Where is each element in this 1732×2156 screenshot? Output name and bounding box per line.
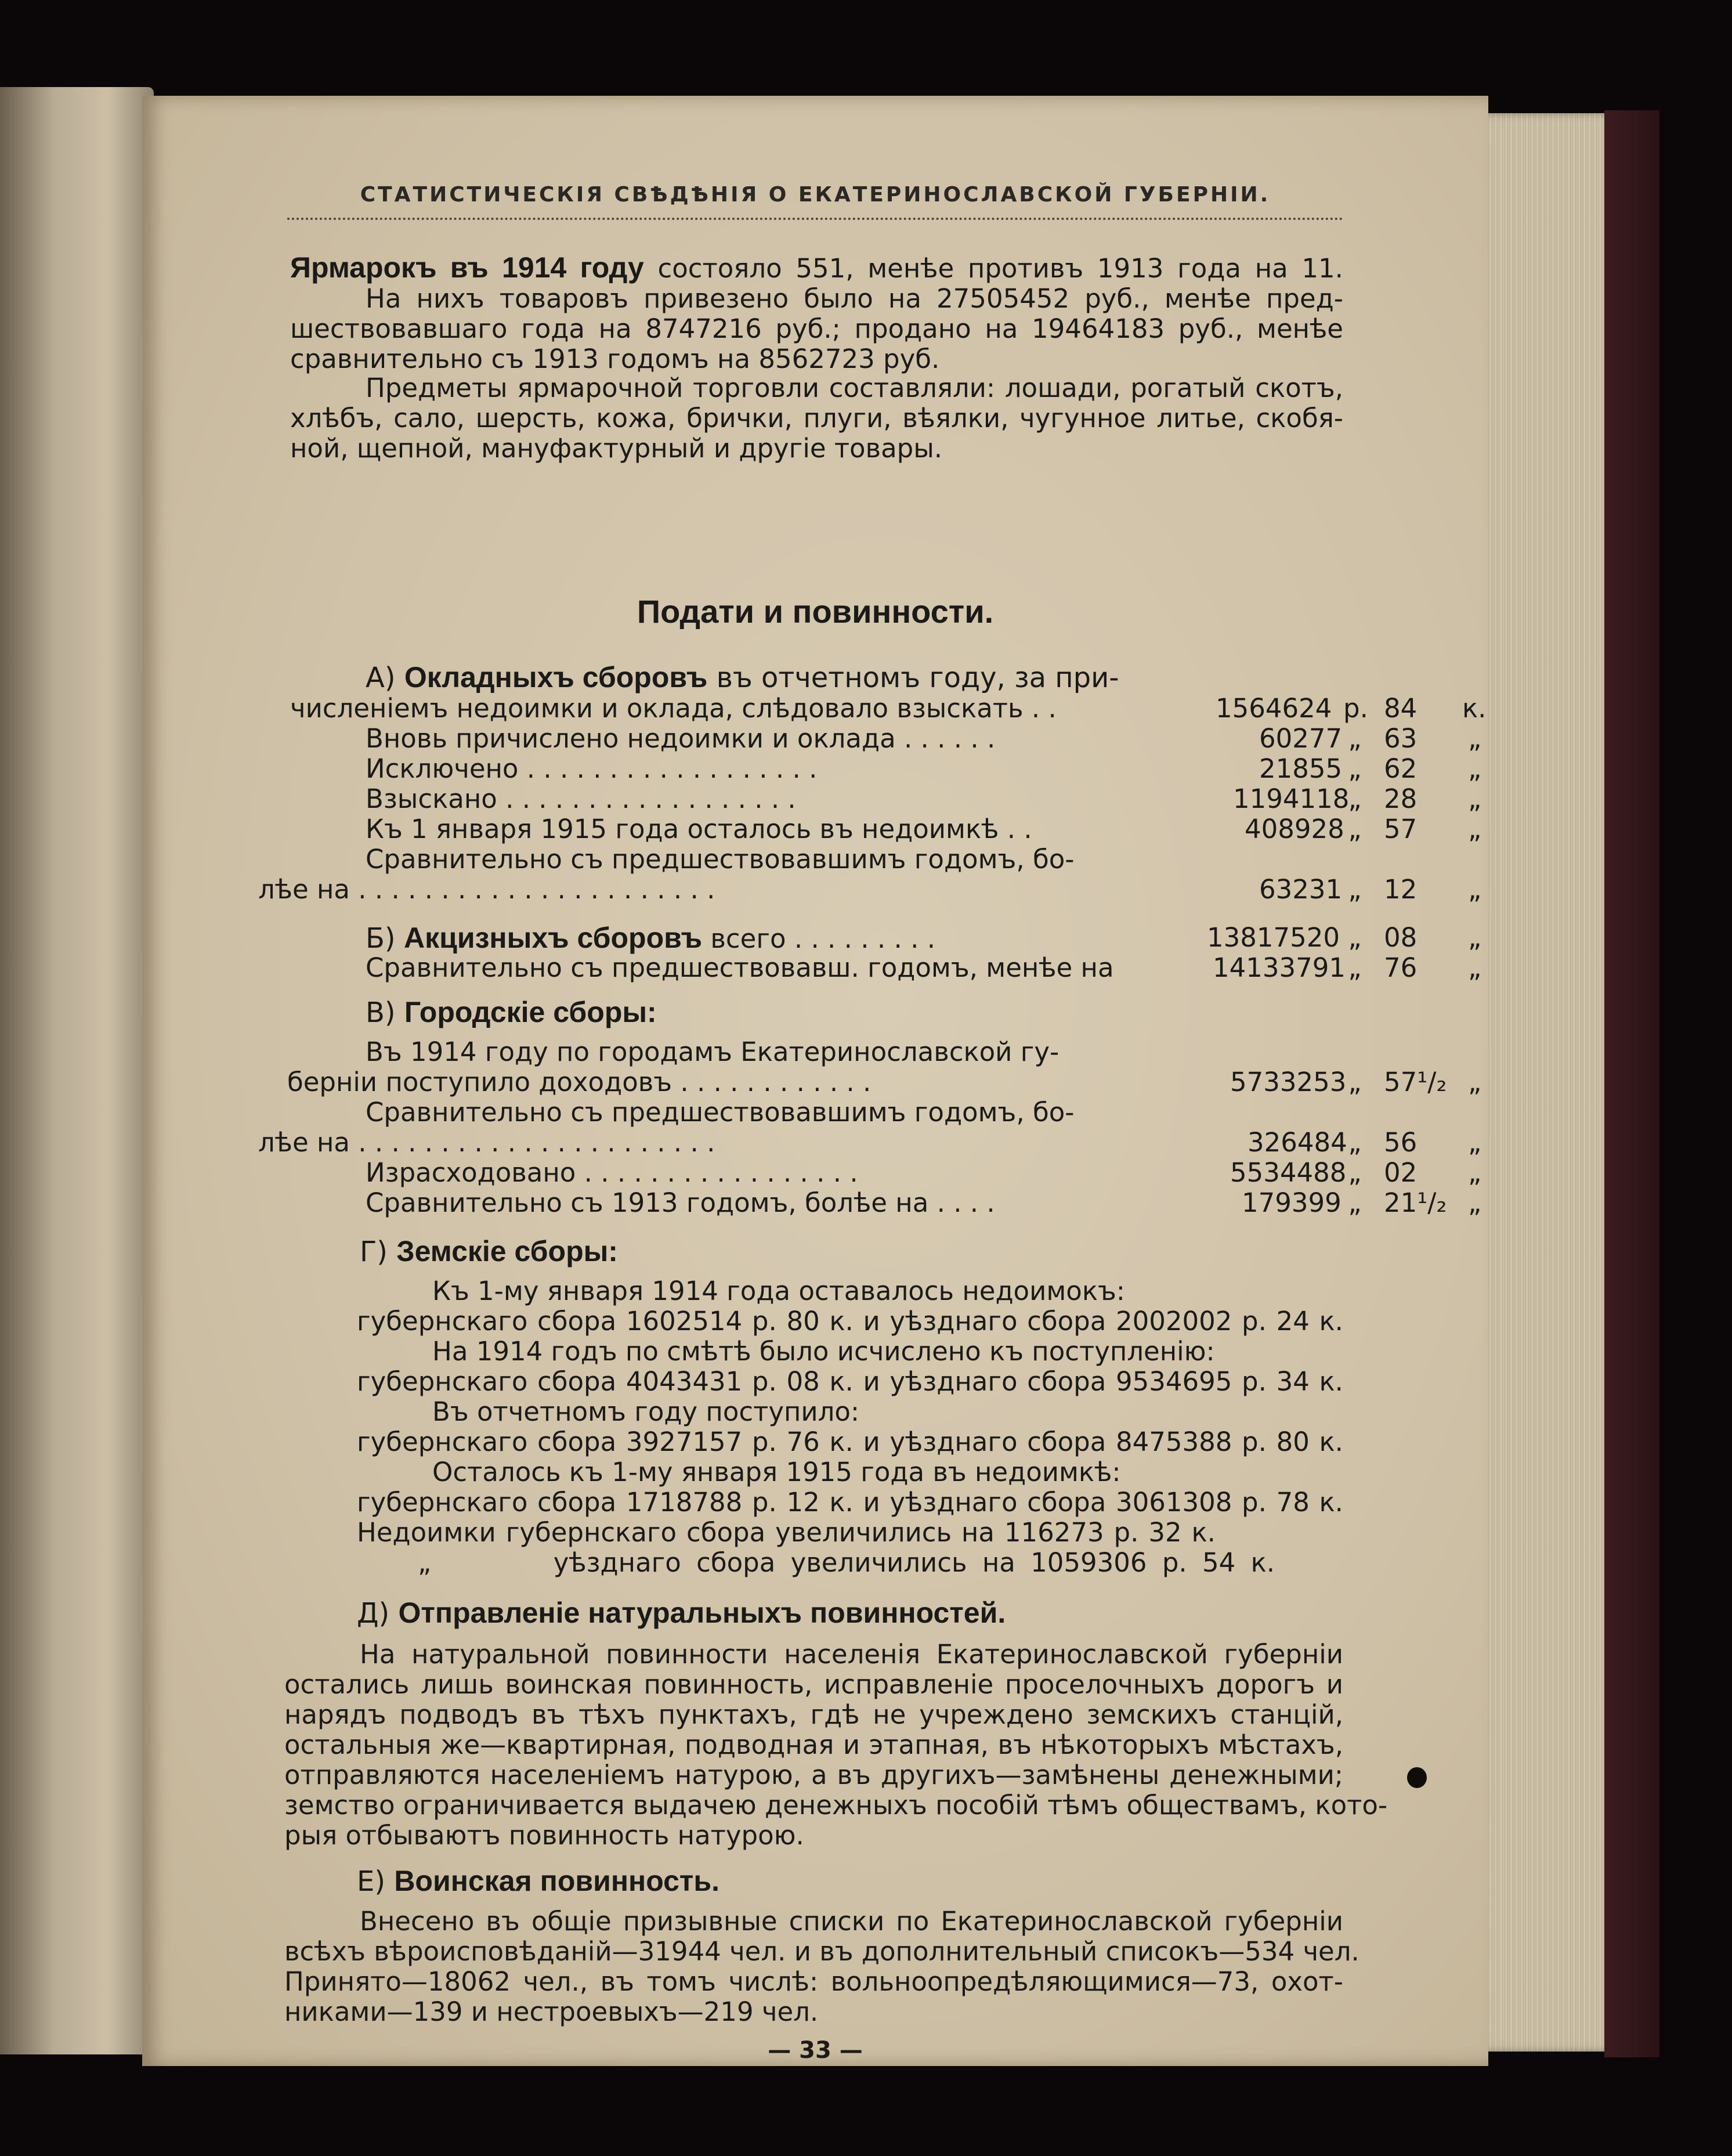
g-line-4: губернскаго сбора 4043431 р. 08 к. и уѣзднаго сбора 9534695 р. 34 к.: [357, 1366, 1343, 1397]
row-kop: 02: [1384, 1157, 1418, 1188]
g-line-5: Въ отчетномъ году поступило:: [432, 1396, 860, 1427]
row-amount: 5534488: [1230, 1157, 1347, 1188]
table-row: [290, 753, 1482, 784]
page-stack-edge: [1477, 113, 1616, 2052]
table-row: [258, 1127, 1482, 1158]
running-head: СТАТИСТИЧЕСКІЯ СВѢДѢНІЯ О ЕКАТЕРИНОСЛАВСКОЙ ГУБЕРНІИ.: [360, 183, 1271, 207]
row-kop: 63: [1384, 723, 1418, 754]
fairs-line-3: шествовавшаго года на 8747216 руб.; продано на 19464183 руб., менѣе: [290, 313, 1343, 344]
row-cur: „: [1468, 814, 1482, 844]
row-label: численіемъ недоимки и оклада, слѣдовало взыскать . .: [290, 693, 1057, 724]
row-amount: 60277: [1259, 723, 1343, 754]
fairs-paragraph-2: [290, 373, 1343, 464]
page-number: — 33 —: [768, 2037, 863, 2064]
section-v-bold: Городскіе сборы:: [404, 996, 657, 1028]
d-line-3: нарядъ подводъ въ тѣхъ пунктахъ, гдѣ не учреждено земскихъ станцій,: [284, 1699, 1343, 1730]
row-amount: 5733253: [1230, 1067, 1347, 1097]
table-row: [290, 723, 1482, 754]
g-line-8: губернскаго сбора 1718788 р. 12 к. и уѣзднаго сбора 3061308 р. 78 к.: [357, 1487, 1343, 1518]
section-d-heading: [357, 1598, 1006, 1628]
section-g-letter: Г): [360, 1236, 388, 1268]
table-row: [287, 1067, 1482, 1097]
row-label: Въ 1914 году по городамъ Екатеринославской гу-: [366, 1037, 1060, 1067]
section-e-letter: Е): [357, 1865, 386, 1898]
row-unit: „: [1348, 783, 1362, 814]
g-line-2: губернскаго сбора 1602514 р. 80 к. и уѣзднаго сбора 2002002 р. 24 к.: [357, 1306, 1343, 1337]
fairs-p2-line-1: Предметы ярмарочной торговли составляли: лошади, рогатый скотъ,: [366, 373, 1343, 403]
d-line-2: остались лишь воинская повинность, исправленіе проселочныхъ дорогъ и: [284, 1669, 1343, 1700]
g-line-6: губернскаго сбора 3927157 р. 76 к. и уѣзднаго сбора 8475388 р. 80 к.: [357, 1427, 1343, 1457]
section-g-heading: [360, 1236, 618, 1267]
section-d-letter: Д): [357, 1597, 390, 1630]
head-rule: [287, 218, 1343, 220]
row-unit: „: [1348, 814, 1362, 844]
section-a-heading: [366, 662, 1119, 693]
row-label: Сравнительно съ предшествовавш. годомъ, менѣе на: [366, 952, 1114, 983]
section-e-bold: Воинская повинность.: [394, 1865, 720, 1897]
table-row: [290, 814, 1482, 844]
row-unit: „: [1348, 753, 1362, 784]
table-row: [290, 1037, 1343, 1067]
table-row: [290, 844, 1343, 875]
section-a-bold: Окладныхъ сборовъ: [404, 661, 708, 694]
section-title: Подати и повинности.: [637, 593, 994, 630]
row-unit: „: [1348, 1127, 1362, 1158]
row-unit: р.: [1343, 693, 1368, 724]
row-amount: 326484: [1248, 1127, 1347, 1158]
row-cur: „: [1468, 1157, 1482, 1188]
row-unit: „: [1348, 1157, 1362, 1188]
row-amount: 1564624: [1216, 693, 1332, 724]
fairs-line-1: [290, 252, 1343, 284]
row-label: лѣе на . . . . . . . . . . . . . . . . . . . . . .: [258, 1127, 715, 1158]
g-line-9: Недоимки губернскаго сбора увеличились на 116273 р. 32 к.: [357, 1517, 1216, 1548]
fairs-line-1-text: состояло 551, менѣе противъ 1913 года на 11.: [657, 253, 1343, 284]
table-row: [290, 693, 1487, 724]
g-line-1: Къ 1-му января 1914 года оставалось недоимокъ:: [432, 1276, 1125, 1306]
row-kop: 12: [1384, 874, 1418, 905]
section-g-bold: Земскіе сборы:: [396, 1235, 618, 1267]
row-cur: „: [1468, 874, 1482, 905]
book-cover: [1604, 110, 1659, 2057]
d-line-4: остальныя же—квартирная, подводная и этапная, въ нѣкоторыхъ мѣстахъ,: [284, 1729, 1343, 1760]
table-row: [258, 874, 1482, 905]
row-kop: 28: [1384, 783, 1418, 814]
row-cur: „: [1468, 1067, 1482, 1097]
row-amount: 13817520: [1207, 922, 1340, 953]
e-line-2: всѣхъ вѣроисповѣданій—31944 чел. и въ дополнительный списокъ—534 чел.: [284, 1936, 1359, 1967]
document-page: [142, 96, 1488, 2066]
row-amount: 14133791: [1213, 952, 1346, 983]
row-unit: „: [1348, 922, 1362, 953]
e-line-4: никами—139 и нестроевыхъ—219 чел.: [284, 1996, 819, 2027]
section-e-heading: [357, 1866, 719, 1897]
table-row: [290, 1187, 1482, 1218]
row-label: берніи поступило доходовъ . . . . . . . . . . . .: [287, 1067, 872, 1097]
row-amount: 179399: [1242, 1187, 1342, 1218]
row-cur: „: [1468, 723, 1482, 754]
section-a-rest: въ отчетномъ году, за при-: [716, 662, 1119, 694]
fairs-line-2: На нихъ товаровъ привезено было на 27505452 руб., менѣе пред-: [366, 283, 1343, 314]
row-amount: 408928: [1245, 814, 1344, 844]
row-label: Сравнительно съ 1913 годомъ, болѣе на . . . .: [366, 1187, 995, 1218]
row-unit: „: [1348, 1067, 1362, 1097]
row-kop: 84: [1384, 693, 1418, 724]
row-unit: „: [1348, 1187, 1362, 1218]
ink-spot: [1407, 1767, 1427, 1788]
table-row: [290, 952, 1482, 983]
section-a-letter: А): [366, 662, 396, 694]
fairs-line-4: сравнительно съ 1913 годомъ на 8562723 руб.: [290, 344, 940, 374]
table-row: [290, 1097, 1343, 1128]
section-b-letter: Б): [366, 922, 396, 955]
row-kop: 57¹/₂: [1384, 1067, 1447, 1097]
row-label: Исключено . . . . . . . . . . . . . . . . . .: [366, 753, 818, 784]
row-label: лѣе на . . . . . . . . . . . . . . . . . . . . . .: [258, 874, 715, 905]
table-row: [290, 922, 1482, 955]
e-line-1: Внесено въ общіе призывные списки по Екатеринославской губерніи: [360, 1906, 1343, 1937]
section-d-paragraph: [284, 1639, 1388, 1851]
g-line-10: „ уѣзднаго сбора увеличились на 1059306 р. 54 к.: [418, 1547, 1275, 1578]
row-unit: „: [1348, 723, 1362, 754]
row-cur: „: [1468, 783, 1482, 814]
row-label: Израсходовано . . . . . . . . . . . . . . . . .: [366, 1157, 858, 1188]
row-amount: 21855: [1259, 753, 1343, 784]
row-label: Сравнительно съ предшествовавшимъ годомъ, бо-: [366, 844, 1075, 875]
row-cur: к.: [1462, 693, 1487, 724]
g-line-3: На 1914 годъ по смѣтѣ было исчислено къ поступленію:: [432, 1336, 1215, 1367]
row-kop: 62: [1384, 753, 1418, 784]
row-cur: „: [1468, 1187, 1482, 1218]
section-d-bold: Отправленіе натуральныхъ повинностей.: [398, 1597, 1006, 1629]
row-unit: „: [1348, 952, 1362, 983]
row-amount: 1194118: [1233, 783, 1350, 814]
row-label: Сравнительно съ предшествовавшимъ годомъ, бо-: [366, 1097, 1075, 1128]
left-page-edge: [0, 87, 154, 2054]
row-amount: 63231: [1259, 874, 1343, 905]
row-label: Взыскано . . . . . . . . . . . . . . . . . .: [366, 783, 796, 814]
fairs-heading: Ярмарокъ въ 1914 году: [290, 251, 644, 284]
row-cur: „: [1468, 952, 1482, 983]
section-e-paragraph: [284, 1906, 1359, 2027]
section-b-heading: [366, 923, 935, 954]
row-kop: 56: [1384, 1127, 1418, 1158]
row-kop: 08: [1384, 922, 1418, 953]
fairs-paragraph: [290, 252, 1343, 374]
row-label: Вновь причислено недоимки и оклада . . . . . .: [366, 723, 996, 754]
row-unit: „: [1348, 874, 1362, 905]
row-kop: 21¹/₂: [1384, 1187, 1447, 1218]
d-line-6: земство ограничивается выдачею денежныхъ пособій тѣмъ обществамъ, кото-: [284, 1790, 1388, 1821]
row-cur: „: [1468, 922, 1482, 953]
row-label: всего . . . . . . . . .: [710, 923, 936, 954]
d-line-7: рыя отбываютъ повинность натурою.: [284, 1820, 804, 1851]
row-label: Къ 1 января 1915 года осталось въ недоимкѣ . .: [366, 814, 1032, 844]
e-line-3: Принято—18062 чел., въ томъ числѣ: вольноопредѣляющимися—73, охот-: [284, 1966, 1343, 1997]
row-cur: „: [1468, 753, 1482, 784]
fairs-p2-line-2: хлѣбъ, сало, шерсть, кожа, брички, плуги, вѣялки, чугунное литье, скобя-: [290, 403, 1343, 434]
row-kop: 76: [1384, 952, 1418, 983]
row-cur: „: [1468, 1127, 1482, 1158]
section-v-heading: [366, 997, 657, 1028]
section-v-letter: В): [366, 996, 396, 1029]
table-row: [290, 1157, 1482, 1188]
section-b-bold: Акцизныхъ сборовъ: [403, 922, 703, 954]
d-line-1: На натуральной повинности населенія Екатеринославской губерніи: [360, 1639, 1343, 1670]
table-row: [290, 783, 1482, 814]
fairs-p2-line-3: ной, щепной, мануфактурный и другіе товары.: [290, 433, 943, 464]
row-kop: 57: [1384, 814, 1418, 844]
d-line-5: отправляются населеніемъ натурою, а въ другихъ—замѣнены денежными;: [284, 1760, 1343, 1790]
g-line-7: Осталось къ 1-му января 1915 года въ недоимкѣ:: [432, 1457, 1121, 1487]
